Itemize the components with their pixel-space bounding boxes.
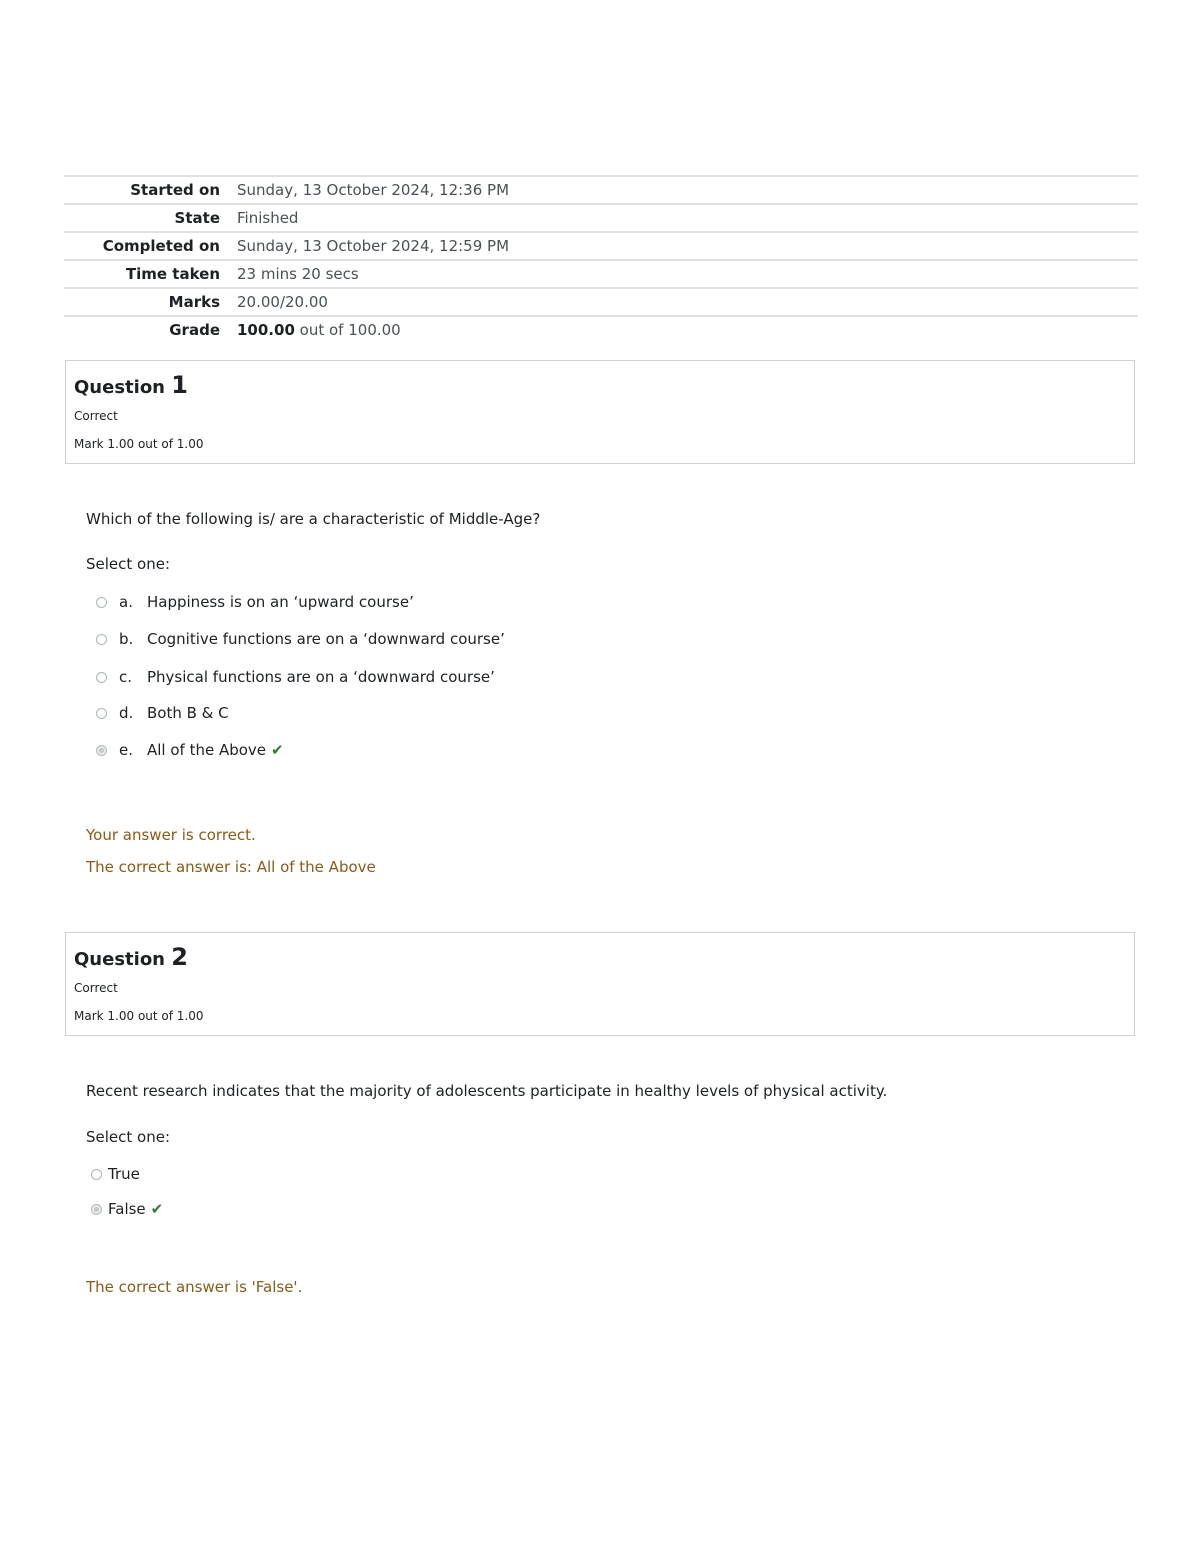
question-1-option-d[interactable] bbox=[96, 702, 229, 724]
summary-value: 23 mins 20 secs bbox=[237, 265, 359, 283]
question-1-info-box bbox=[65, 360, 1135, 464]
radio-button[interactable] bbox=[96, 597, 107, 608]
radio-button[interactable] bbox=[96, 634, 107, 645]
summary-label: Grade bbox=[169, 321, 220, 339]
option-letter: c. bbox=[119, 668, 133, 686]
summary-row-time-taken bbox=[64, 260, 1138, 288]
question-2-option-true[interactable] bbox=[91, 1163, 140, 1185]
question-1-option-c[interactable] bbox=[96, 666, 495, 688]
question-label: Question bbox=[74, 377, 165, 398]
option-label: Physical functions are on a ‘downward course’ bbox=[147, 668, 495, 686]
radio-button[interactable] bbox=[91, 1169, 102, 1180]
question-number: 2 bbox=[171, 943, 188, 971]
question-2-info-box bbox=[65, 932, 1135, 1036]
summary-row-marks bbox=[64, 288, 1138, 316]
radio-button[interactable] bbox=[96, 708, 107, 719]
question-1-option-b[interactable] bbox=[96, 628, 505, 650]
summary-label: Completed on bbox=[102, 237, 220, 255]
radio-button[interactable] bbox=[96, 672, 107, 683]
question-1-title bbox=[74, 371, 1126, 402]
question-2-right-answer: The correct answer is 'False'. bbox=[86, 1278, 303, 1296]
summary-row-completed-on bbox=[64, 232, 1138, 260]
attempt-summary-table bbox=[64, 175, 1138, 343]
summary-value: Finished bbox=[237, 209, 299, 227]
question-number: 1 bbox=[171, 371, 188, 399]
option-label: All of the Above bbox=[147, 741, 267, 759]
option-letter: d. bbox=[119, 704, 134, 722]
option-letter: a. bbox=[119, 593, 133, 611]
question-2-option-false[interactable] bbox=[91, 1198, 163, 1220]
question-label: Question bbox=[74, 949, 165, 970]
question-1-mark: Mark 1.00 out of 1.00 bbox=[74, 437, 204, 451]
option-label: Both B & C bbox=[147, 704, 229, 722]
option-label: Happiness is on an ‘upward course’ bbox=[147, 593, 414, 611]
summary-label: Marks bbox=[168, 293, 220, 311]
summary-value: Sunday, 13 October 2024, 12:36 PM bbox=[237, 181, 510, 199]
summary-row-started-on bbox=[64, 176, 1138, 204]
question-2-text: Recent research indicates that the majority of adolescents participate in healthy levels of physical activity. bbox=[86, 1082, 888, 1100]
option-letter: b. bbox=[119, 630, 134, 648]
option-label: False bbox=[108, 1200, 146, 1218]
question-1-option-e[interactable] bbox=[96, 739, 284, 761]
radio-button-selected[interactable] bbox=[91, 1204, 102, 1215]
question-2-prompt: Select one: bbox=[86, 1128, 171, 1146]
question-1-option-a[interactable] bbox=[96, 591, 414, 613]
summary-value: Sunday, 13 October 2024, 12:59 PM bbox=[237, 237, 510, 255]
summary-row-grade bbox=[64, 316, 1138, 343]
summary-label: Started on bbox=[130, 181, 220, 199]
option-label: True bbox=[108, 1165, 140, 1183]
summary-value bbox=[237, 316, 1138, 343]
question-1-state: Correct bbox=[74, 409, 118, 423]
summary-label: State bbox=[174, 209, 220, 227]
summary-value: 20.00/20.00 bbox=[237, 293, 328, 311]
check-icon: ✔ bbox=[271, 741, 284, 759]
question-2-title bbox=[74, 943, 1126, 974]
check-icon: ✔ bbox=[150, 1200, 164, 1218]
grade-score: 100.00 bbox=[237, 321, 295, 339]
summary-label: Time taken bbox=[125, 265, 220, 283]
option-label: Cognitive functions are on a ‘downward course’ bbox=[147, 630, 505, 648]
question-1-prompt: Select one: bbox=[86, 555, 171, 573]
question-2-state: Correct bbox=[74, 981, 118, 995]
summary-row-state bbox=[64, 204, 1138, 232]
question-1-feedback: Your answer is correct. bbox=[86, 826, 256, 844]
radio-button-selected[interactable] bbox=[96, 745, 107, 756]
option-letter: e. bbox=[119, 741, 133, 759]
question-2-mark: Mark 1.00 out of 1.00 bbox=[74, 1009, 204, 1023]
grade-out-of: out of 100.00 bbox=[299, 321, 401, 339]
question-1-text: Which of the following is/ are a characteristic of Middle-Age? bbox=[86, 510, 541, 528]
question-1-right-answer: The correct answer is: All of the Above bbox=[86, 858, 376, 876]
